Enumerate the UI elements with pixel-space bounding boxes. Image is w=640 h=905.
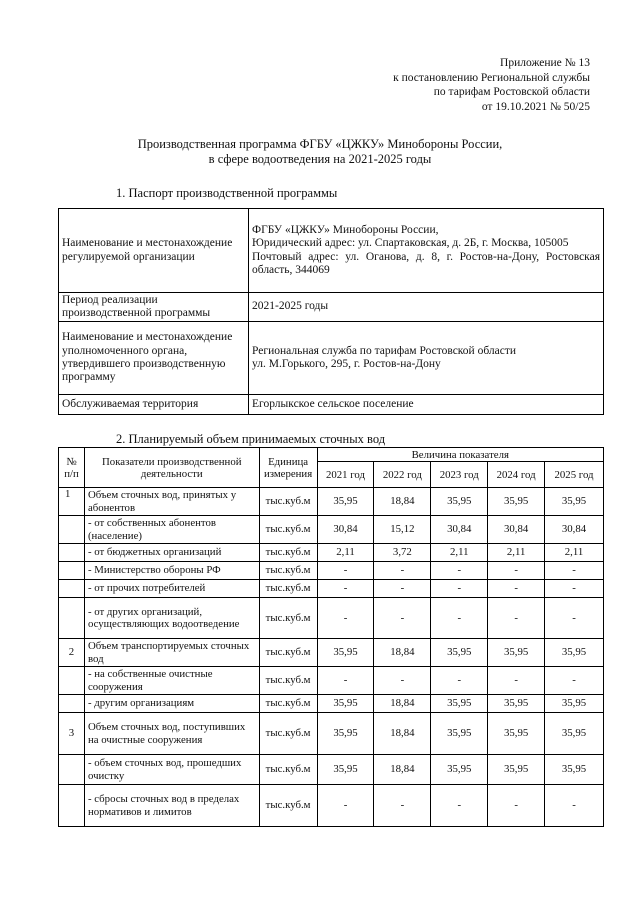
table-row bbox=[59, 580, 604, 598]
row-value: 35,95 bbox=[431, 639, 488, 667]
row-number bbox=[59, 755, 85, 785]
row-value: 2,11 bbox=[488, 544, 545, 562]
row-number bbox=[59, 598, 85, 639]
passport-table bbox=[58, 208, 604, 415]
row-value: 30,84 bbox=[545, 516, 604, 544]
row-value: 35,95 bbox=[488, 713, 545, 755]
row-value: 35,95 bbox=[545, 755, 604, 785]
row-value: 35,95 bbox=[317, 639, 374, 667]
table-row bbox=[59, 598, 604, 639]
row-unit: тыс.куб.м bbox=[259, 580, 317, 598]
table-row bbox=[59, 755, 604, 785]
table-row bbox=[59, 395, 604, 415]
row-indicator: - от собственных абонентов (население) bbox=[84, 516, 259, 544]
row-value: - bbox=[488, 598, 545, 639]
row-value: - bbox=[431, 598, 488, 639]
row-number bbox=[59, 580, 85, 598]
row-value: 30,84 bbox=[488, 516, 545, 544]
table-row bbox=[59, 544, 604, 562]
title-line: Производственная программа ФГБУ «ЦЖКУ» Минобороны России, bbox=[137, 137, 503, 151]
passport-label: Наименование и местонахождение регулируемой организации bbox=[59, 209, 249, 293]
row-value: 2,11 bbox=[431, 544, 488, 562]
section2-heading: 2. Планируемый объем принимаемых сточных вод bbox=[116, 432, 386, 446]
row-value: - bbox=[488, 562, 545, 580]
table-row bbox=[59, 209, 604, 293]
header-year: 2023 год bbox=[431, 462, 488, 488]
row-number: 3 bbox=[59, 713, 85, 755]
row-number bbox=[59, 544, 85, 562]
appendix-line: от 19.10.2021 № 50/25 bbox=[481, 100, 590, 113]
row-indicator: - сбросы сточных вод в пределах нормативов и лимитов bbox=[84, 785, 259, 827]
row-value: 30,84 bbox=[431, 516, 488, 544]
header-indicator: Показатели производственной деятельности bbox=[84, 448, 259, 488]
row-value: - bbox=[545, 580, 604, 598]
row-indicator: - на собственные очистные сооружения bbox=[84, 667, 259, 695]
row-number bbox=[59, 562, 85, 580]
header-year: 2022 год bbox=[374, 462, 431, 488]
row-value: 35,95 bbox=[317, 488, 374, 516]
header-row bbox=[59, 448, 604, 462]
row-value: - bbox=[488, 785, 545, 827]
row-value: 35,95 bbox=[431, 488, 488, 516]
appendix-line: к постановлению Региональной службы bbox=[393, 71, 590, 84]
row-unit: тыс.куб.м bbox=[259, 785, 317, 827]
row-value: 35,95 bbox=[317, 755, 374, 785]
appendix-line: Приложение № 13 bbox=[500, 57, 590, 69]
passport-value: 2021-2025 годы bbox=[249, 293, 604, 322]
section1-heading: 1. Паспорт производственной программы bbox=[116, 186, 338, 200]
row-value: 35,95 bbox=[488, 755, 545, 785]
passport-value bbox=[249, 209, 604, 293]
row-unit: тыс.куб.м bbox=[259, 639, 317, 667]
row-value: 35,95 bbox=[488, 695, 545, 713]
authority-name: Региональная служба по тарифам Ростовской области bbox=[252, 344, 517, 357]
row-value: - bbox=[488, 580, 545, 598]
passport-label: Обслуживаемая территория bbox=[59, 395, 249, 415]
table-row bbox=[59, 562, 604, 580]
row-value: 18,84 bbox=[374, 755, 431, 785]
table-row bbox=[59, 785, 604, 827]
row-indicator: - Министерство обороны РФ bbox=[84, 562, 259, 580]
header-year: 2025 год bbox=[545, 462, 604, 488]
header-year: 2024 год bbox=[488, 462, 545, 488]
row-value: 15,12 bbox=[374, 516, 431, 544]
row-value: 18,84 bbox=[374, 695, 431, 713]
row-value: - bbox=[317, 667, 374, 695]
row-value: - bbox=[374, 667, 431, 695]
row-indicator: - объем сточных вод, прошедших очистку bbox=[84, 755, 259, 785]
row-unit: тыс.куб.м bbox=[259, 713, 317, 755]
row-value: - bbox=[431, 580, 488, 598]
row-value: - bbox=[374, 785, 431, 827]
row-unit: тыс.куб.м bbox=[259, 516, 317, 544]
row-unit: тыс.куб.м bbox=[259, 755, 317, 785]
header-year: 2021 год bbox=[317, 462, 374, 488]
table-row bbox=[59, 667, 604, 695]
row-value: - bbox=[317, 785, 374, 827]
table-row bbox=[59, 293, 604, 322]
row-value: - bbox=[317, 598, 374, 639]
row-value: 18,84 bbox=[374, 639, 431, 667]
row-indicator: Объем транспортируемых сточных вод bbox=[84, 639, 259, 667]
row-value: 35,95 bbox=[431, 713, 488, 755]
row-unit: тыс.куб.м bbox=[259, 695, 317, 713]
row-indicator: Объем сточных вод, поступивших на очистные сооружения bbox=[84, 713, 259, 755]
row-unit: тыс.куб.м bbox=[259, 488, 317, 516]
row-value: - bbox=[317, 580, 374, 598]
row-value: 35,95 bbox=[317, 713, 374, 755]
row-number bbox=[59, 667, 85, 695]
row-unit: тыс.куб.м bbox=[259, 667, 317, 695]
row-unit: тыс.куб.м bbox=[259, 562, 317, 580]
header-unit: Единица измерения bbox=[259, 448, 317, 488]
appendix-line: по тарифам Ростовской области bbox=[433, 86, 590, 99]
row-value: 30,84 bbox=[317, 516, 374, 544]
authority-address: ул. М.Горького, 295, г. Ростов-на-Дону bbox=[252, 358, 441, 370]
table-row bbox=[59, 639, 604, 667]
header-value-group: Величина показателя bbox=[317, 448, 603, 462]
passport-label: Период реализации производственной программы bbox=[59, 293, 249, 322]
row-value: 18,84 bbox=[374, 713, 431, 755]
row-indicator: - от других организаций, осуществляющих водоотведение bbox=[84, 598, 259, 639]
row-value: 18,84 bbox=[374, 488, 431, 516]
row-value: 2,11 bbox=[317, 544, 374, 562]
row-value: 35,95 bbox=[488, 488, 545, 516]
row-value: 3,72 bbox=[374, 544, 431, 562]
row-value: 35,95 bbox=[431, 755, 488, 785]
row-value: 35,95 bbox=[317, 695, 374, 713]
row-number bbox=[59, 785, 85, 827]
row-indicator: - от прочих потребителей bbox=[84, 580, 259, 598]
title-line: в сфере водоотведения на 2021-2025 годы bbox=[208, 152, 432, 166]
row-number bbox=[59, 516, 85, 544]
row-value: - bbox=[431, 785, 488, 827]
row-indicator: - другим организациям bbox=[84, 695, 259, 713]
row-number: 1 bbox=[59, 488, 85, 516]
row-value: - bbox=[488, 667, 545, 695]
row-value: - bbox=[431, 667, 488, 695]
row-unit: тыс.куб.м bbox=[259, 544, 317, 562]
row-value: - bbox=[545, 785, 604, 827]
appendix-block bbox=[393, 56, 590, 114]
row-value: - bbox=[545, 598, 604, 639]
row-unit: тыс.куб.м bbox=[259, 598, 317, 639]
passport-label: Наименование и местонахождение уполномоченного органа, утвердившего производственную программу bbox=[59, 322, 249, 395]
organization-name: ФГБУ «ЦЖКУ» Минобороны России, bbox=[252, 223, 439, 236]
row-value: - bbox=[545, 667, 604, 695]
volume-table bbox=[58, 447, 604, 827]
row-value: 35,95 bbox=[431, 695, 488, 713]
row-value: 35,95 bbox=[488, 639, 545, 667]
row-value: 35,95 bbox=[545, 488, 604, 516]
row-number bbox=[59, 695, 85, 713]
row-value: - bbox=[374, 580, 431, 598]
header-number: № п/п bbox=[59, 448, 85, 488]
table-row bbox=[59, 488, 604, 516]
row-value: 35,95 bbox=[545, 713, 604, 755]
passport-value bbox=[249, 322, 604, 395]
row-number: 2 bbox=[59, 639, 85, 667]
table-row bbox=[59, 695, 604, 713]
row-value: 35,95 bbox=[545, 639, 604, 667]
row-value: - bbox=[317, 562, 374, 580]
postal-address: Почтовый адрес: ул. Оганова, д. 8, г. Ростов-на-Дону, Ростовская область, 344069 bbox=[252, 250, 600, 276]
legal-address: Юридический адрес: ул. Спартаковская, д. 2Б, г. Москва, 105005 bbox=[252, 237, 569, 250]
row-value: - bbox=[545, 562, 604, 580]
row-value: - bbox=[431, 562, 488, 580]
table-row bbox=[59, 516, 604, 544]
row-value: - bbox=[374, 562, 431, 580]
table-row bbox=[59, 322, 604, 395]
table-row bbox=[59, 713, 604, 755]
passport-value: Егорлыкское сельское поселение bbox=[249, 395, 604, 415]
document-title bbox=[0, 137, 640, 167]
row-value: 35,95 bbox=[545, 695, 604, 713]
row-value: 2,11 bbox=[545, 544, 604, 562]
row-value: - bbox=[374, 598, 431, 639]
row-indicator: - от бюджетных организаций bbox=[84, 544, 259, 562]
row-indicator: Объем сточных вод, принятых у абонентов bbox=[84, 488, 259, 516]
